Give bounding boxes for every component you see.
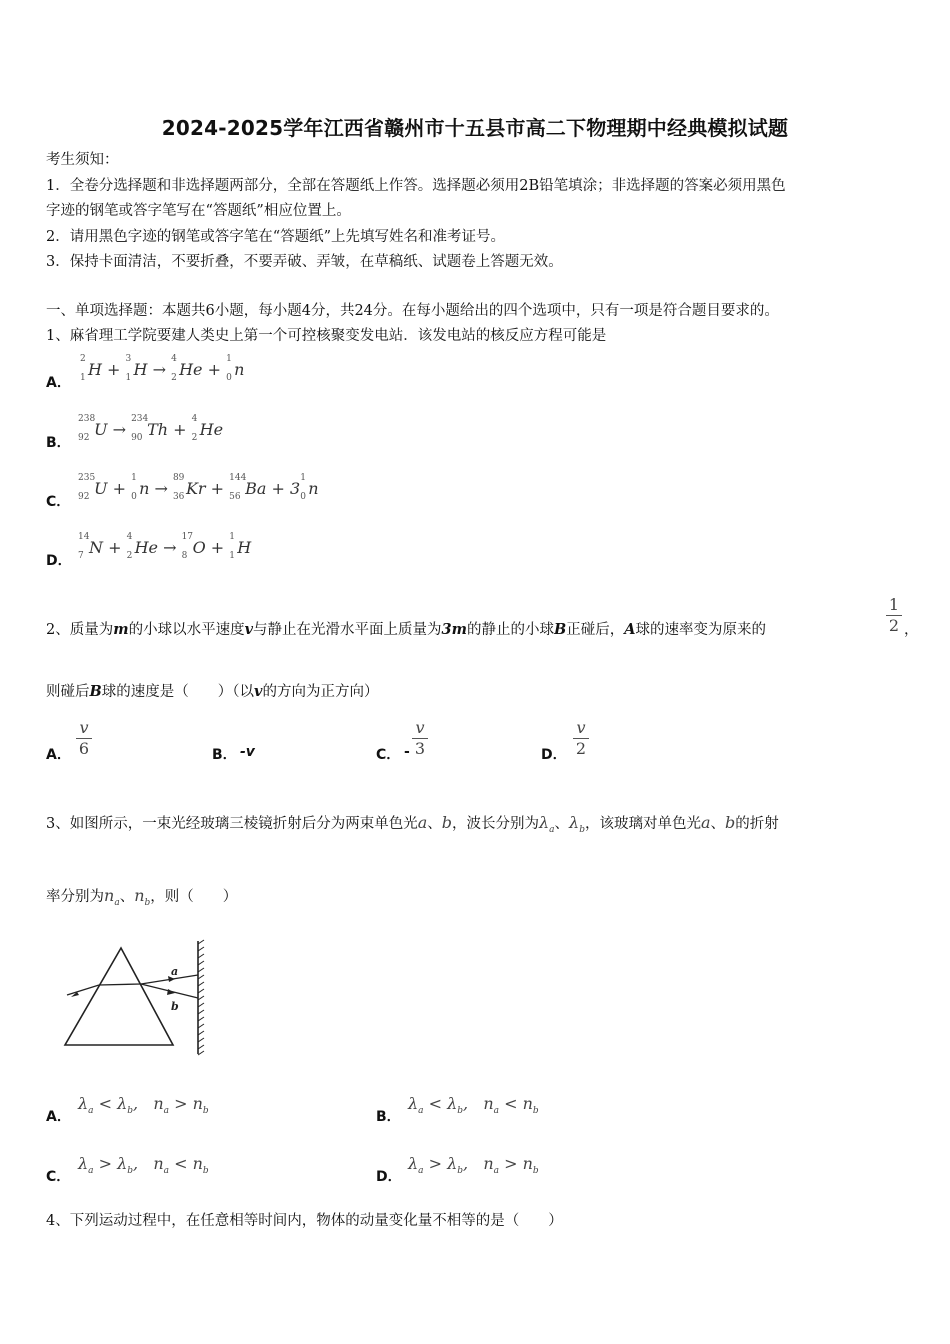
notice-item-2: 2．请用黑色字迹的钢笔或答字笔在“答题纸”上先填写姓名和准考证号。 <box>46 229 506 245</box>
q3-option-a-label: A． <box>46 1109 71 1125</box>
q1-option-c-equation: 235 92 U + 1 0 n → 89 36 Kr + 144 56 Ba + 3 1 0 n <box>78 473 319 502</box>
q4-stem: 4、下列运动过程中，在任意相等时间内，物体的动量变化量不相等的是（ ） <box>46 1213 563 1229</box>
q2-option-d-label: D． <box>541 747 567 763</box>
q3-option-b-label: B． <box>376 1109 401 1125</box>
q1-option-d-label: D． <box>46 553 72 569</box>
q1-option-a-label: A． <box>46 375 71 391</box>
q1-option-c-label: C． <box>46 494 71 510</box>
q3-option-a-value: $\lambda_a < \lambda_b$, $n_a > n_b$ <box>78 1094 209 1117</box>
label-b: b <box>171 1000 179 1013</box>
notice-item-3: 3．保持卡面清洁，不要折叠，不要弄破、弄皱，在草稿纸、试题卷上答题无效。 <box>46 254 563 270</box>
q3-option-b-value: $\lambda_a < \lambda_b$, $n_a < n_b$ <box>408 1094 539 1117</box>
q3-stem-line2: 率分别为$n_a$、$n_b$，则（ ） <box>46 886 238 909</box>
q2-stem-comma: ， <box>904 622 919 638</box>
q2-stem: 2、质量为m的小球以水平速度v与静止在光滑水平面上质量为3m的静止的小球B正碰后，A球的速率变为原来的 <box>46 621 766 638</box>
q2-option-c-label: C． <box>376 747 401 763</box>
q3-option-d-label: D． <box>376 1169 402 1185</box>
q1-option-a-equation: 2 1 H + 3 1 H → 4 2 He + 1 0 n <box>80 354 245 383</box>
q1-option-d-equation: 14 7 N + 4 2 He → 17 8 O + 1 1 H <box>78 532 252 561</box>
q2-one-half-fraction: 1 2 <box>886 596 902 635</box>
notice-item-1-cont: 字迹的钢笔或答字笔写在“答题纸”相应位置上。 <box>46 203 351 219</box>
prism-diagram <box>55 938 215 1060</box>
notice-item-1: 1．全卷分选择题和非选择题两部分，全部在答题纸上作答。选择题必须用2B铅笔填涂；非选择题的答案必须用黑色 <box>46 178 786 194</box>
section-heading: 一、单项选择题：本题共6小题，每小题4分，共24分。在每小题给出的四个选项中，只有一项是符合题目要求的。 <box>46 303 779 319</box>
screen-hatching <box>198 940 204 1055</box>
q3-stem: 3、如图所示，一束光经玻璃三棱镜折射后分为两束单色光a、b，波长分别为$\lambda_a$、$\lambda_b$，该玻璃对单色光a、b的折射 <box>46 813 779 836</box>
q1-option-b-equation: 238 92 U → 234 90 Th + 4 2 He <box>78 414 224 443</box>
q1-stem: 1、麻省理工学院要建人类史上第一个可控核聚变发电站．该发电站的核反应方程可能是 <box>46 328 607 344</box>
q2-option-b-value: -v <box>240 744 255 760</box>
q2-option-b-label: B． <box>212 747 237 763</box>
q2-option-c-value: v 3 <box>412 719 428 758</box>
prism-triangle <box>65 948 173 1045</box>
q2-option-a-label: A． <box>46 747 71 763</box>
notice-heading: 考生须知： <box>46 152 119 168</box>
q2-stem-line2: 则碰后B球的速度是（ ）（以v的方向为正方向） <box>46 683 379 700</box>
q2-option-c-minus: - <box>404 744 410 760</box>
q2-option-d-value: v 2 <box>573 719 589 758</box>
q2-option-a-value: v 6 <box>76 719 92 758</box>
q3-option-c-value: $\lambda_a > \lambda_b$, $n_a < n_b$ <box>78 1154 209 1177</box>
q1-option-b-label: B． <box>46 435 71 451</box>
label-a: a <box>171 965 179 978</box>
page-title: 2024-2025学年江西省赣州市十五县市高二下物理期中经典模拟试题 <box>161 116 789 140</box>
q3-option-c-label: C． <box>46 1169 71 1185</box>
q3-option-d-value: $\lambda_a > \lambda_b$, $n_a > n_b$ <box>408 1154 539 1177</box>
